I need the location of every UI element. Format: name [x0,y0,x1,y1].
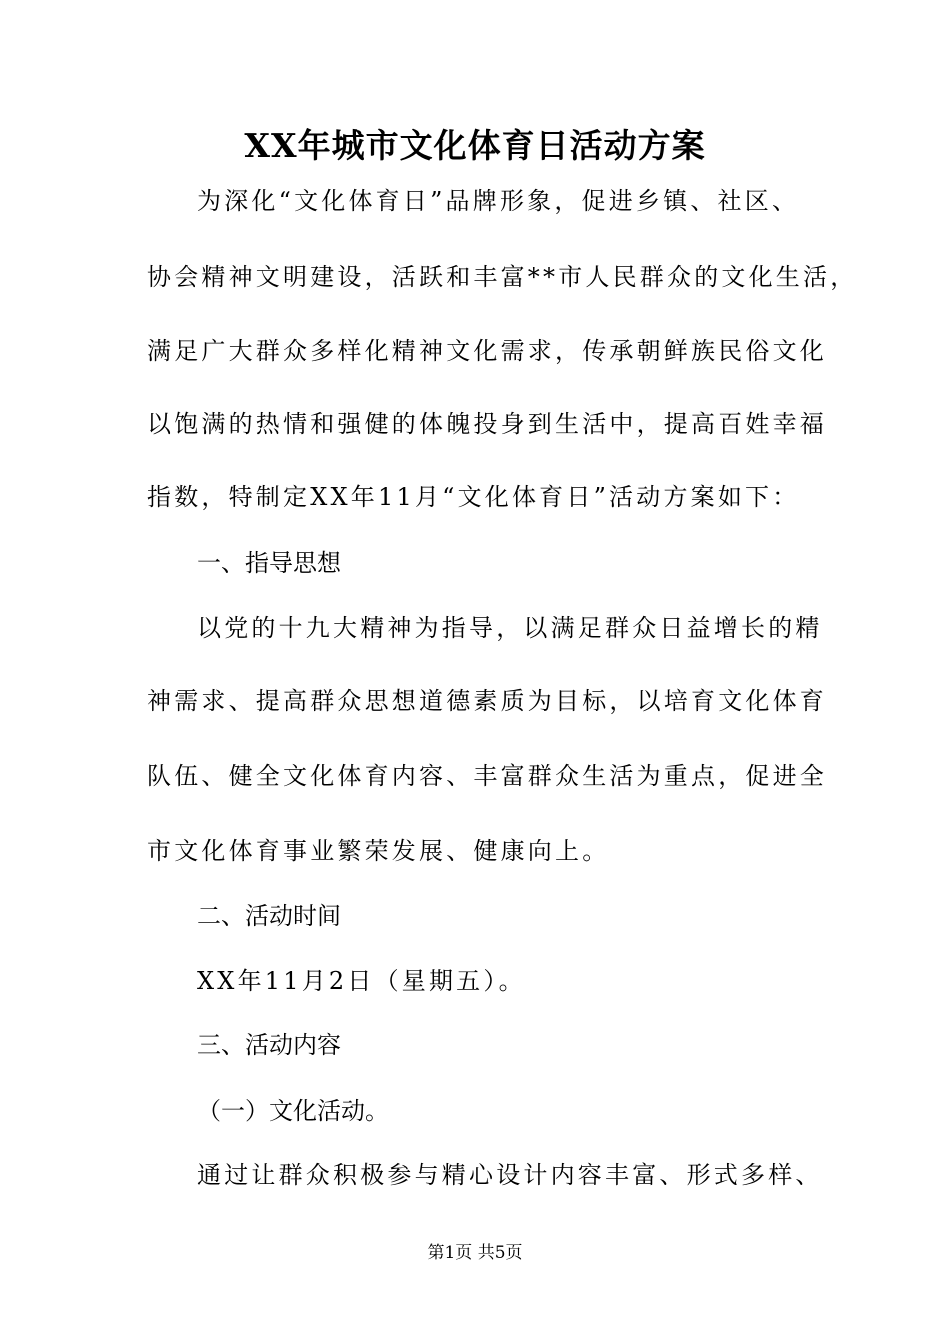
paragraph-line: 以党的十九大精神为指导，以满足群众日益增长的精 [197,614,823,642]
subsection-heading-cultural-activities: （一）文化活动。 [197,1097,389,1125]
section-heading-activity-time: 二、活动时间 [197,902,341,930]
paragraph-line: 通过让群众积极参与精心设计内容丰富、形式多样、 [197,1161,823,1189]
intro-line: 指数，特制定XX年11月“文化体育日”活动方案如下： [147,483,800,511]
paragraph-line: 市文化体育事业繁荣发展、健康向上。 [147,837,610,865]
intro-line: 为深化“文化体育日”品牌形象，促进乡镇、社区、 [197,187,800,215]
paragraph-line: 神需求、提高群众思想道德素质为目标，以培育文化体育 [147,687,827,715]
section-heading-activity-content: 三、活动内容 [197,1031,341,1059]
intro-line: 满足广大群众多样化精神文化需求，传承朝鲜族民俗文化 [147,337,827,365]
document-title: XX年城市文化体育日活动方案 [244,126,706,165]
section-heading-guiding-ideology: 一、指导思想 [197,549,341,577]
page-footer: 第1页 共5页 [427,1243,523,1263]
intro-line: 以饱满的热情和强健的体魄投身到生活中，提高百姓幸福 [147,410,827,438]
paragraph-line: XX年11月2日（星期五）。 [197,967,526,995]
intro-line: 协会精神文明建设，活跃和丰富**市人民群众的文化生活， [147,263,858,291]
paragraph-line: 队伍、健全文化体育内容、丰富群众生活为重点，促进全 [147,762,827,790]
